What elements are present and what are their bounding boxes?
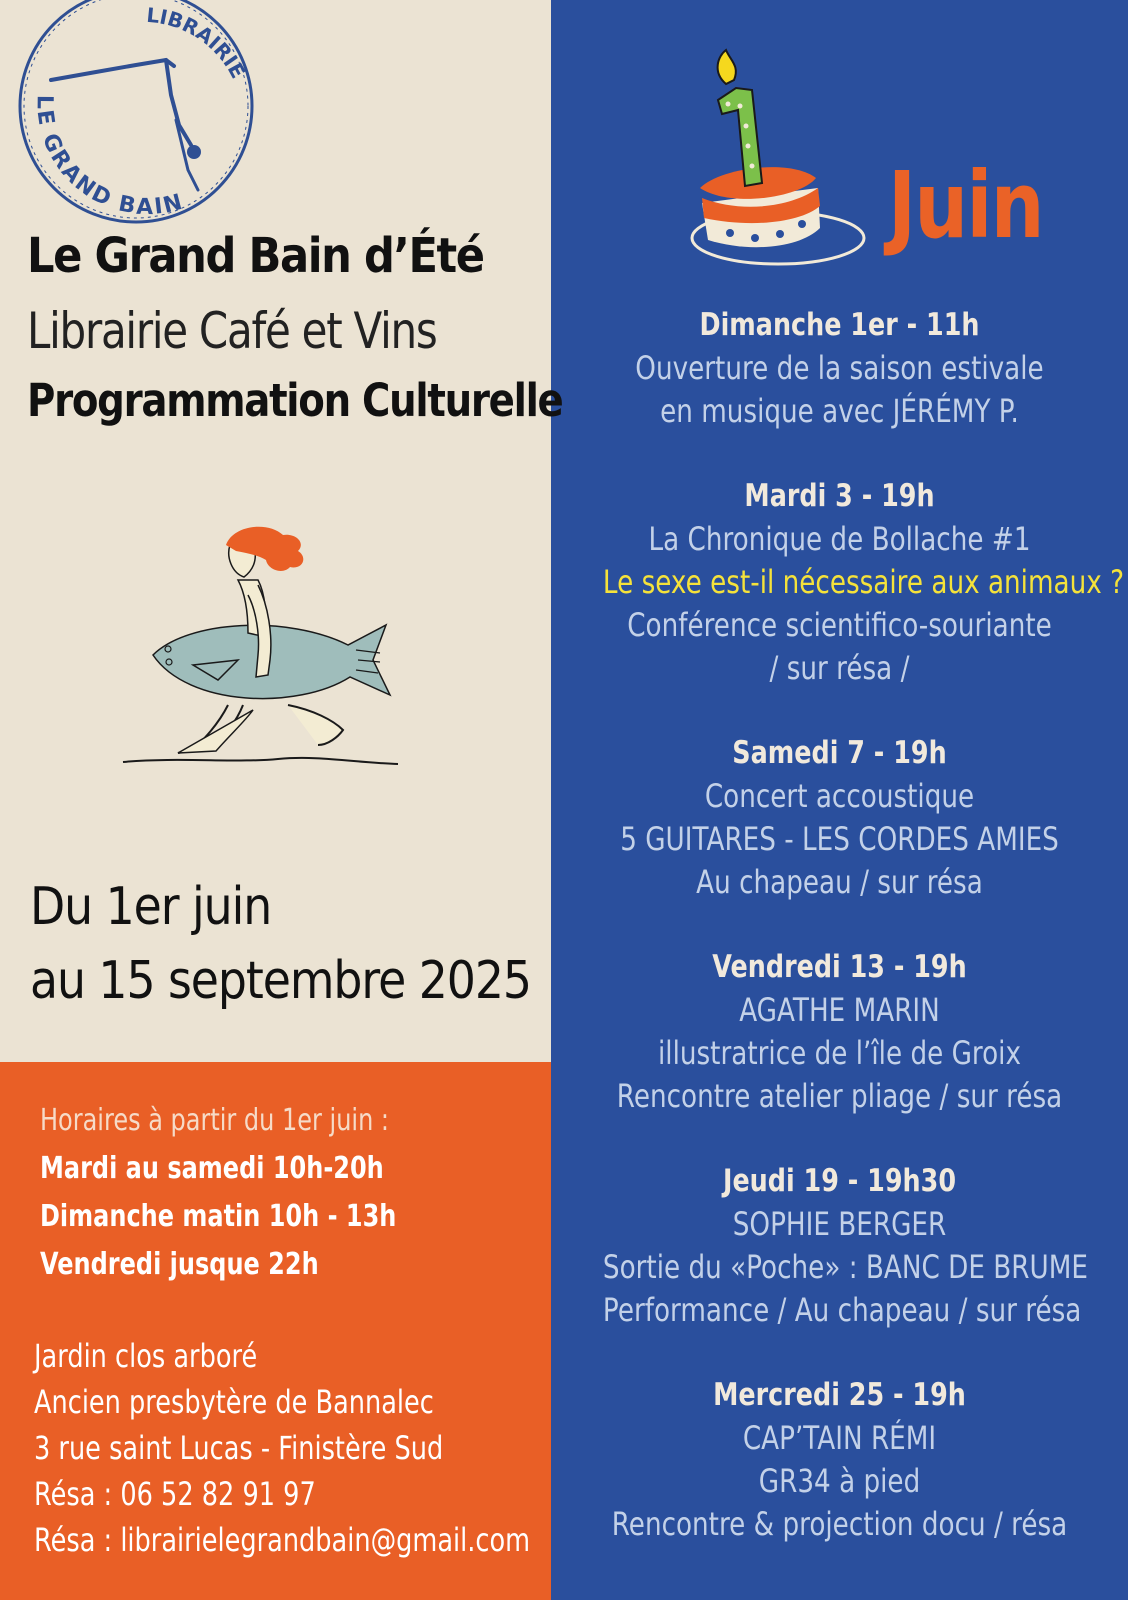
- woman-fish-illustration: [118, 525, 418, 795]
- event-date: Vendredi 13 - 19h: [712, 949, 967, 985]
- event-detail: Sortie du «Poche» : BANC DE BRUME: [602, 1248, 1088, 1286]
- event-detail: CAP’TAIN RÉMI: [742, 1419, 937, 1457]
- event-detail: Conférence scientifico-souriante: [627, 606, 1052, 644]
- event-detail: Rencontre atelier pliage / sur résa: [616, 1077, 1063, 1115]
- period-start: Du 1er juin: [30, 877, 272, 937]
- event-item: [551, 1160, 1128, 1332]
- hours-intro: Horaires à partir du 1er juin :: [40, 1103, 390, 1138]
- address-line: 3 rue saint Lucas - Finistère Sud: [34, 1429, 444, 1467]
- event-detail: AGATHE MARIN: [739, 991, 940, 1029]
- event-detail: Concert accoustique: [704, 777, 975, 815]
- event-list: [551, 304, 1128, 1588]
- event-detail: / sur résa /: [769, 649, 910, 687]
- event-item: [551, 475, 1128, 690]
- event-item: [551, 304, 1128, 433]
- month-title: Juin: [888, 152, 1043, 259]
- hours-item: Vendredi jusque 22h: [40, 1247, 319, 1282]
- event-detail: illustratrice de l’île de Groix: [657, 1034, 1022, 1072]
- page-subtitle: Librairie Café et Vins: [27, 302, 437, 360]
- address-block: [34, 1333, 530, 1563]
- event-detail: 5 GUITARES - LES CORDES AMIES: [620, 820, 1059, 858]
- email-line: Résa : librairielegrandbain@gmail.com: [34, 1521, 531, 1559]
- event-item: [551, 946, 1128, 1118]
- event-item: [551, 1374, 1128, 1546]
- birthday-cake-icon: [690, 48, 880, 273]
- event-detail: Ouverture de la saison estivale: [635, 349, 1044, 387]
- opening-hours: [40, 1097, 396, 1289]
- event-detail: en musique avec JÉRÉMY P.: [660, 392, 1019, 430]
- address-line: Jardin clos arboré: [34, 1337, 258, 1375]
- event-item: [551, 732, 1128, 904]
- event-date: Dimanche 1er - 11h: [699, 307, 980, 343]
- program-heading: Programmation Culturelle: [27, 374, 563, 427]
- event-detail: La Chronique de Bollache #1: [648, 520, 1031, 558]
- address-line: Ancien presbytère de Bannalec: [34, 1383, 434, 1421]
- event-detail: Rencontre & projection docu / résa: [611, 1505, 1068, 1543]
- event-detail: SOPHIE BERGER: [732, 1205, 947, 1243]
- event-highlight: Le sexe est-il nécessaire aux animaux ?: [602, 563, 1125, 601]
- svg-text:LIBRAIRIE: LIBRAIRIE: [145, 2, 251, 83]
- event-detail: Performance / Au chapeau / sur résa: [602, 1291, 1082, 1329]
- event-date: Mardi 3 - 19h: [744, 478, 935, 514]
- hours-item: Dimanche matin 10h - 13h: [40, 1199, 397, 1234]
- librairie-stamp-logo: [16, 0, 262, 226]
- event-date: Jeudi 19 - 19h30: [722, 1163, 957, 1199]
- event-detail: GR34 à pied: [758, 1462, 921, 1500]
- phone-line: Résa : 06 52 82 91 97: [34, 1475, 316, 1513]
- period-end: au 15 septembre 2025: [30, 951, 531, 1011]
- svg-text:LE GRAND BAIN: LE GRAND BAIN: [31, 94, 187, 221]
- event-date: Samedi 7 - 19h: [732, 735, 947, 771]
- page-title: Le Grand Bain d’Été: [27, 228, 484, 284]
- period-dates: [30, 870, 531, 1018]
- hours-item: Mardi au samedi 10h-20h: [40, 1151, 384, 1186]
- event-date: Mercredi 25 - 19h: [713, 1377, 966, 1413]
- event-detail: Au chapeau / sur résa: [696, 863, 983, 901]
